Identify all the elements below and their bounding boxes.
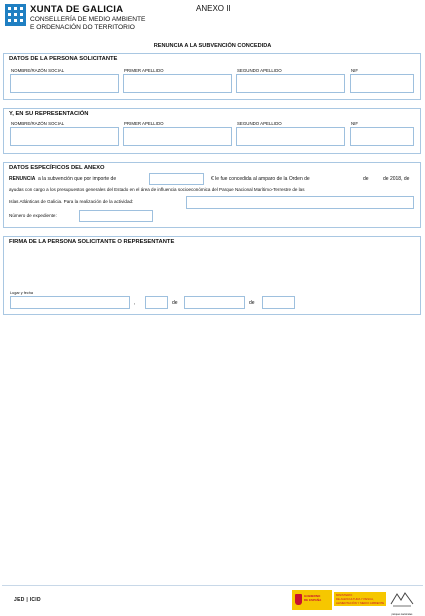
- xunta-logo: [5, 4, 26, 26]
- applicant-surname1-field[interactable]: [123, 74, 232, 93]
- ministry-line-1: MINISTERIO: [336, 593, 353, 597]
- specific-data-section: [3, 162, 421, 228]
- applicant-name-field[interactable]: [10, 74, 119, 93]
- renuncia-line-3: Islas Atlánticas de Galicia. Para la realización de la actividad:: [9, 199, 134, 204]
- representative-surname1-field[interactable]: [123, 127, 232, 146]
- representative-surname2-field[interactable]: [236, 127, 345, 146]
- gov-line-2: DE ESPAÑA: [304, 598, 322, 602]
- renuncia-text-3: de: [363, 176, 369, 182]
- renuncia-text-1: a la subvención que por importe de: [38, 176, 117, 182]
- jed-icid-logo: JED | ICID: [14, 597, 41, 603]
- expediente-field[interactable]: [79, 210, 153, 222]
- coat-of-arms-icon: [295, 594, 302, 605]
- gov-text: [304, 594, 321, 602]
- spain-government-logo: [292, 590, 385, 610]
- document-title: RENUNCIA A LA SUBVENCIÓN CONCEDIDA: [153, 43, 272, 49]
- amount-field[interactable]: [149, 173, 204, 185]
- department-name: [30, 16, 145, 32]
- year-field[interactable]: [262, 296, 295, 309]
- footer-divider: [2, 585, 423, 586]
- applicant-nif-label: NIF: [351, 68, 359, 73]
- representative-name-field[interactable]: [10, 127, 119, 146]
- gov-line-1: GOBIERNO: [304, 594, 321, 598]
- expediente-label: Número de expediente:: [9, 213, 57, 218]
- activity-field[interactable]: [186, 196, 414, 209]
- signature-section-title: FIRMA DE LA PERSONA SOLICITANTE O REPRESENTANTE: [9, 239, 175, 245]
- specific-data-title: DATOS ESPECÍFICOS DEL ANEXO: [9, 165, 105, 171]
- applicant-name-label: NOMBRE/RAZÓN SOCIAL: [11, 68, 65, 73]
- applicant-surname1-label: PRIMER APELLIDO: [124, 68, 164, 73]
- parques-nacionales-emblem: [389, 590, 415, 608]
- org-name: XUNTA DE GALICIA: [30, 4, 124, 15]
- applicant-surname2-field[interactable]: [236, 74, 345, 93]
- renuncia-line-2: ayudas con cargo a los presupuestos generales del Estado en el área de influencia socioeconómica del Parque Nacional Marítimo-Terrestre de las: [9, 187, 305, 192]
- place-date-label: Lugar y fecha: [10, 291, 34, 295]
- representative-section-title: Y, EN SU REPRESENTACIÓN: [9, 111, 89, 117]
- ministry-text: [334, 592, 386, 606]
- renuncia-text-4: de 2018, de: [383, 176, 410, 182]
- date-de-1: de: [172, 300, 178, 306]
- ministry-line-3: ALIMENTACIÓN Y MEDIO AMBIENTE: [336, 601, 385, 605]
- parques-nacionales-text: parques nacionales: [391, 613, 413, 616]
- spain-flag-emblem: [292, 590, 332, 610]
- applicant-section-title: DATOS DE LA PERSONA SOLICITANTE: [9, 56, 118, 62]
- department-line-1: CONSELLERÍA DE MEDIO AMBIENTE: [30, 16, 146, 23]
- representative-nif-label: NIF: [351, 121, 359, 126]
- parques-nacionales-logo: [389, 590, 415, 616]
- representative-surname1-label: PRIMER APELLIDO: [124, 121, 164, 126]
- renuncia-label: RENUNCIA: [9, 176, 36, 182]
- date-comma: ,: [134, 300, 136, 306]
- month-field[interactable]: [184, 296, 245, 309]
- ministry-line-2: DE AGRICULTURA Y PESCA,: [336, 597, 374, 601]
- renuncia-text-2: € le fue concedida al amparo de la Orden de: [211, 176, 310, 182]
- date-de-2: de: [249, 300, 255, 306]
- applicant-surname2-label: SEGUNDO APELLIDO: [237, 68, 282, 73]
- place-field[interactable]: [10, 296, 130, 309]
- applicant-nif-field[interactable]: [350, 74, 414, 93]
- representative-name-label: NOMBRE/RAZÓN SOCIAL: [11, 121, 65, 126]
- day-field[interactable]: [145, 296, 168, 309]
- representative-surname2-label: SEGUNDO APELLIDO: [237, 121, 282, 126]
- department-line-2: E ORDENACIÓN DO TERRITORIO: [30, 24, 135, 31]
- representative-nif-field[interactable]: [350, 127, 414, 146]
- annex-label: ANEXO II: [196, 4, 231, 13]
